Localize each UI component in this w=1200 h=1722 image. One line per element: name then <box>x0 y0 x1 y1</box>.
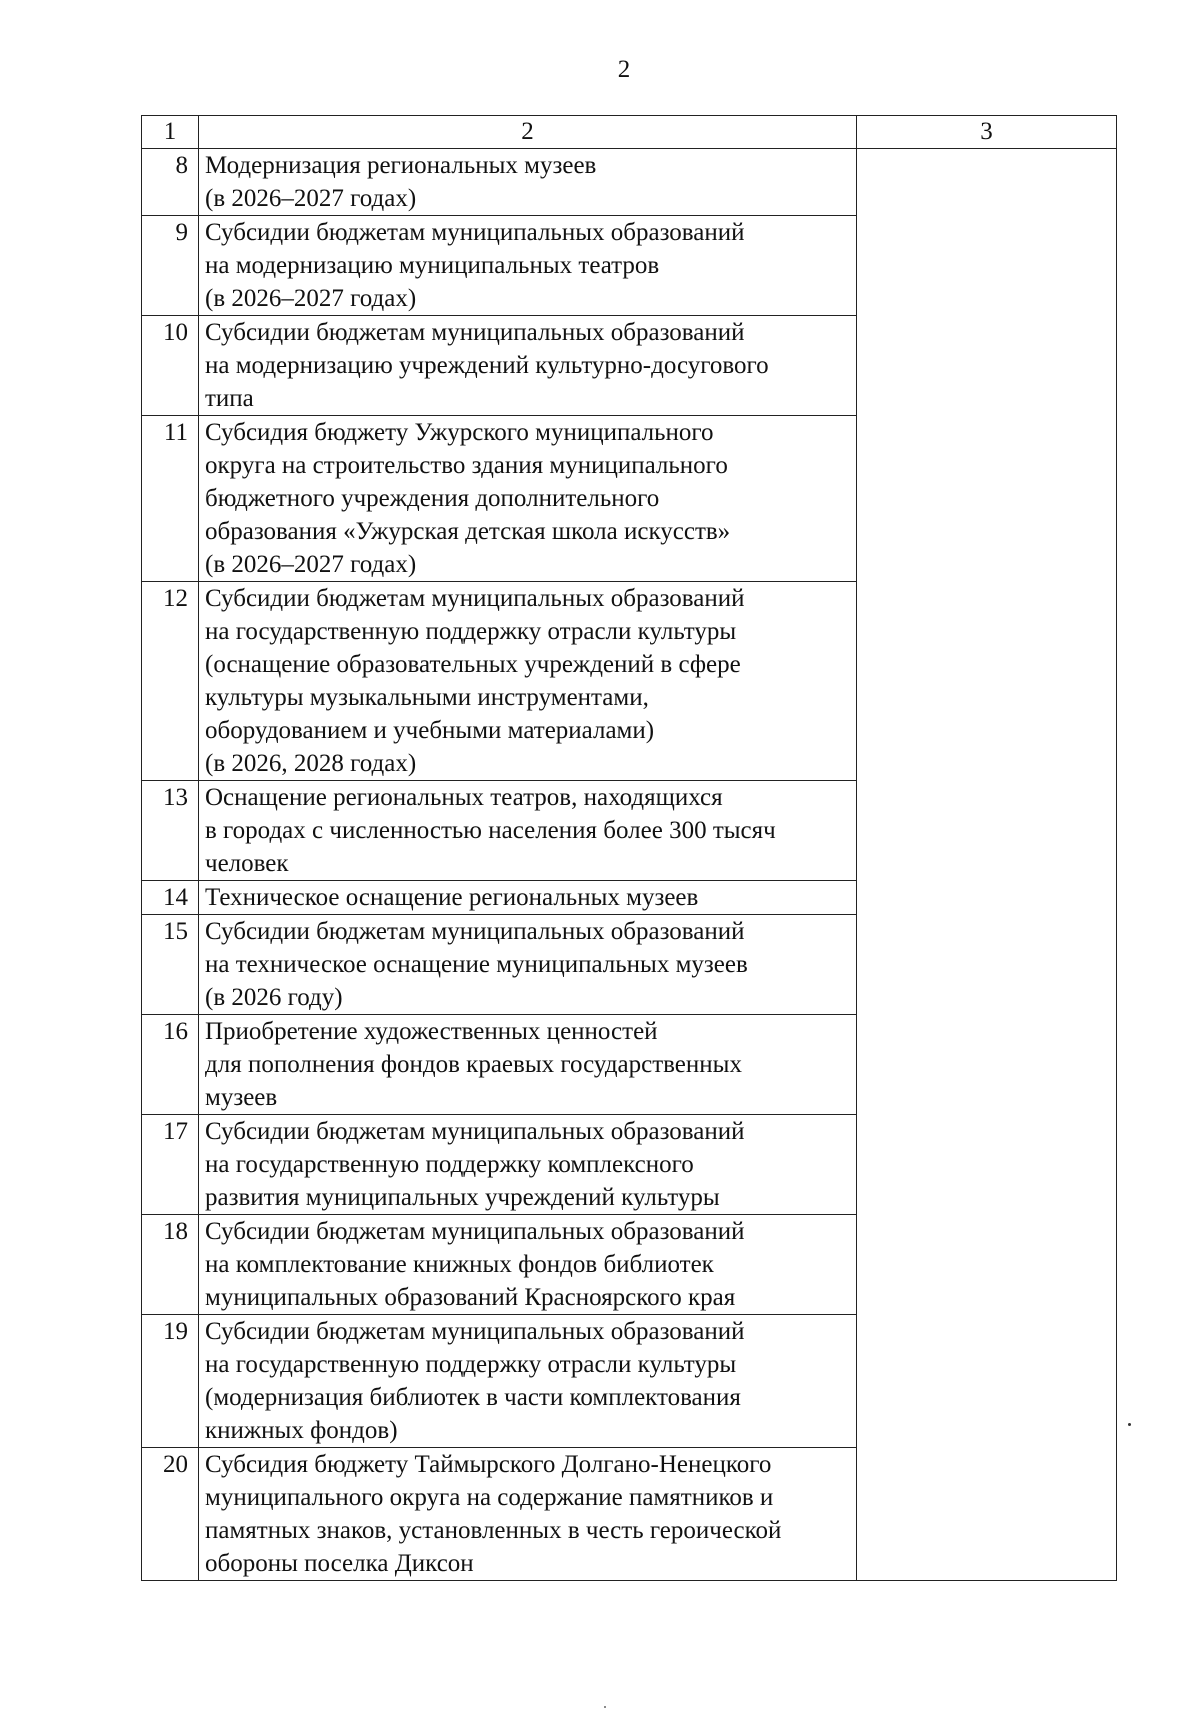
description-line: образования «Ужурская детская школа искусств» <box>205 518 731 545</box>
description-line: на модернизацию муниципальных театров <box>205 252 660 279</box>
row-description <box>199 915 857 1015</box>
description-line: бюджетного учреждения дополнительного <box>205 485 660 512</box>
description-line: культуры музыкальными инструментами, <box>205 684 649 711</box>
description-line: Субсидии бюджетам муниципальных образований <box>205 585 745 612</box>
description-line: (в 2026–2027 годах) <box>205 185 417 212</box>
description-line: Субсидии бюджетам муниципальных образований <box>205 1318 745 1345</box>
row-number: 12 <box>142 582 199 781</box>
row-col-3-empty <box>857 582 1117 781</box>
row-description <box>199 1015 857 1115</box>
row-description <box>199 1215 857 1315</box>
description-line: музеев <box>205 1084 278 1111</box>
table-row <box>142 1015 1117 1115</box>
description-line: (модернизация библиотек в части комплектования <box>205 1384 741 1411</box>
table-row <box>142 1315 1117 1448</box>
header-col-1: 1 <box>142 116 199 149</box>
table-body <box>142 149 1117 1581</box>
description-line: человек <box>205 850 289 877</box>
description-line: оборудованием и учебными материалами) <box>205 717 655 744</box>
description-line: памятных знаков, установленных в честь героической <box>205 1517 782 1544</box>
row-number: 14 <box>142 881 199 915</box>
table-row <box>142 416 1117 582</box>
description-line: на государственную поддержку комплексного <box>205 1151 694 1178</box>
description-line: Субсидии бюджетам муниципальных образований <box>205 1118 745 1145</box>
table-header <box>142 116 1117 149</box>
description-line: на государственную поддержку отрасли культуры <box>205 1351 737 1378</box>
table-row <box>142 582 1117 781</box>
program-table <box>141 115 1117 1581</box>
row-col-3-empty <box>857 1115 1117 1215</box>
row-col-3-empty <box>857 1448 1117 1581</box>
description-line: на государственную поддержку отрасли культуры <box>205 618 737 645</box>
description-line: типа <box>205 385 254 412</box>
description-line: муниципальных образований Красноярского края <box>205 1284 736 1311</box>
row-description <box>199 1448 857 1581</box>
header-row <box>142 116 1117 149</box>
table-row <box>142 881 1117 915</box>
description-line: (в 2026 году) <box>205 984 343 1011</box>
description-line: Субсидии бюджетам муниципальных образований <box>205 1218 745 1245</box>
description-line: Модернизация региональных музеев <box>205 152 597 179</box>
description-line: Субсидии бюджетам муниципальных образований <box>205 219 745 246</box>
row-col-3-empty <box>857 881 1117 915</box>
header-col-2: 2 <box>199 116 857 149</box>
description-line: Приобретение художественных ценностей <box>205 1018 658 1045</box>
description-line: развития муниципальных учреждений культуры <box>205 1184 720 1211</box>
row-col-3-empty <box>857 1015 1117 1115</box>
row-col-3-empty <box>857 149 1117 216</box>
description-line: (оснащение образовательных учреждений в сфере <box>205 651 741 678</box>
description-line: на модернизацию учреждений культурно-досугового <box>205 352 769 379</box>
description-line: Субсидия бюджету Таймырского Долгано-Ненецкого <box>205 1451 772 1478</box>
description-line: (в 2026, 2028 годах) <box>205 750 417 777</box>
header-col-3: 3 <box>857 116 1117 149</box>
row-number: 20 <box>142 1448 199 1581</box>
row-col-3-empty <box>857 416 1117 582</box>
row-col-3-empty <box>857 1215 1117 1315</box>
row-description <box>199 416 857 582</box>
row-description <box>199 149 857 216</box>
row-number: 17 <box>142 1115 199 1215</box>
table-row <box>142 1215 1117 1315</box>
row-number: 19 <box>142 1315 199 1448</box>
row-col-3-empty <box>857 216 1117 316</box>
description-line: Субсидия бюджету Ужурского муниципального <box>205 419 714 446</box>
row-number: 18 <box>142 1215 199 1315</box>
row-number: 9 <box>142 216 199 316</box>
description-line: книжных фондов) <box>205 1417 398 1444</box>
row-description <box>199 781 857 881</box>
table-row <box>142 1115 1117 1215</box>
table-row <box>142 781 1117 881</box>
description-line: на техническое оснащение муниципальных музеев <box>205 951 748 978</box>
row-col-3-empty <box>857 781 1117 881</box>
table-row <box>142 149 1117 216</box>
table-row <box>142 316 1117 416</box>
row-description <box>199 216 857 316</box>
row-number: 15 <box>142 915 199 1015</box>
row-col-3-empty <box>857 915 1117 1015</box>
description-line: Оснащение региональных театров, находящихся <box>205 784 723 811</box>
row-description <box>199 316 857 416</box>
description-line: на комплектование книжных фондов библиотек <box>205 1251 714 1278</box>
row-description <box>199 1115 857 1215</box>
row-number: 10 <box>142 316 199 416</box>
row-col-3-empty <box>857 1315 1117 1448</box>
scan-speck <box>604 1706 606 1708</box>
description-line: муниципального округа на содержание памятников и <box>205 1484 774 1511</box>
description-line: в городах с численностью населения более 300 тысяч <box>205 817 776 844</box>
description-line: Субсидии бюджетам муниципальных образований <box>205 918 745 945</box>
description-line: округа на строительство здания муниципального <box>205 452 728 479</box>
description-line: Субсидии бюджетам муниципальных образований <box>205 319 745 346</box>
description-line: обороны поселка Диксон <box>205 1550 474 1577</box>
table-row <box>142 216 1117 316</box>
row-description <box>199 582 857 781</box>
description-line: для пополнения фондов краевых государственных <box>205 1051 742 1078</box>
page-number: 2 <box>617 56 631 83</box>
description-line: (в 2026–2027 годах) <box>205 551 417 578</box>
row-number: 13 <box>142 781 199 881</box>
row-description <box>199 1315 857 1448</box>
row-description <box>199 881 857 915</box>
row-col-3-empty <box>857 316 1117 416</box>
table-row <box>142 1448 1117 1581</box>
description-line: Техническое оснащение региональных музеев <box>205 884 699 911</box>
row-number: 16 <box>142 1015 199 1115</box>
row-number: 8 <box>142 149 199 216</box>
table-row <box>142 915 1117 1015</box>
scan-speck <box>1128 1423 1131 1426</box>
description-line: (в 2026–2027 годах) <box>205 285 417 312</box>
row-number: 11 <box>142 416 199 582</box>
